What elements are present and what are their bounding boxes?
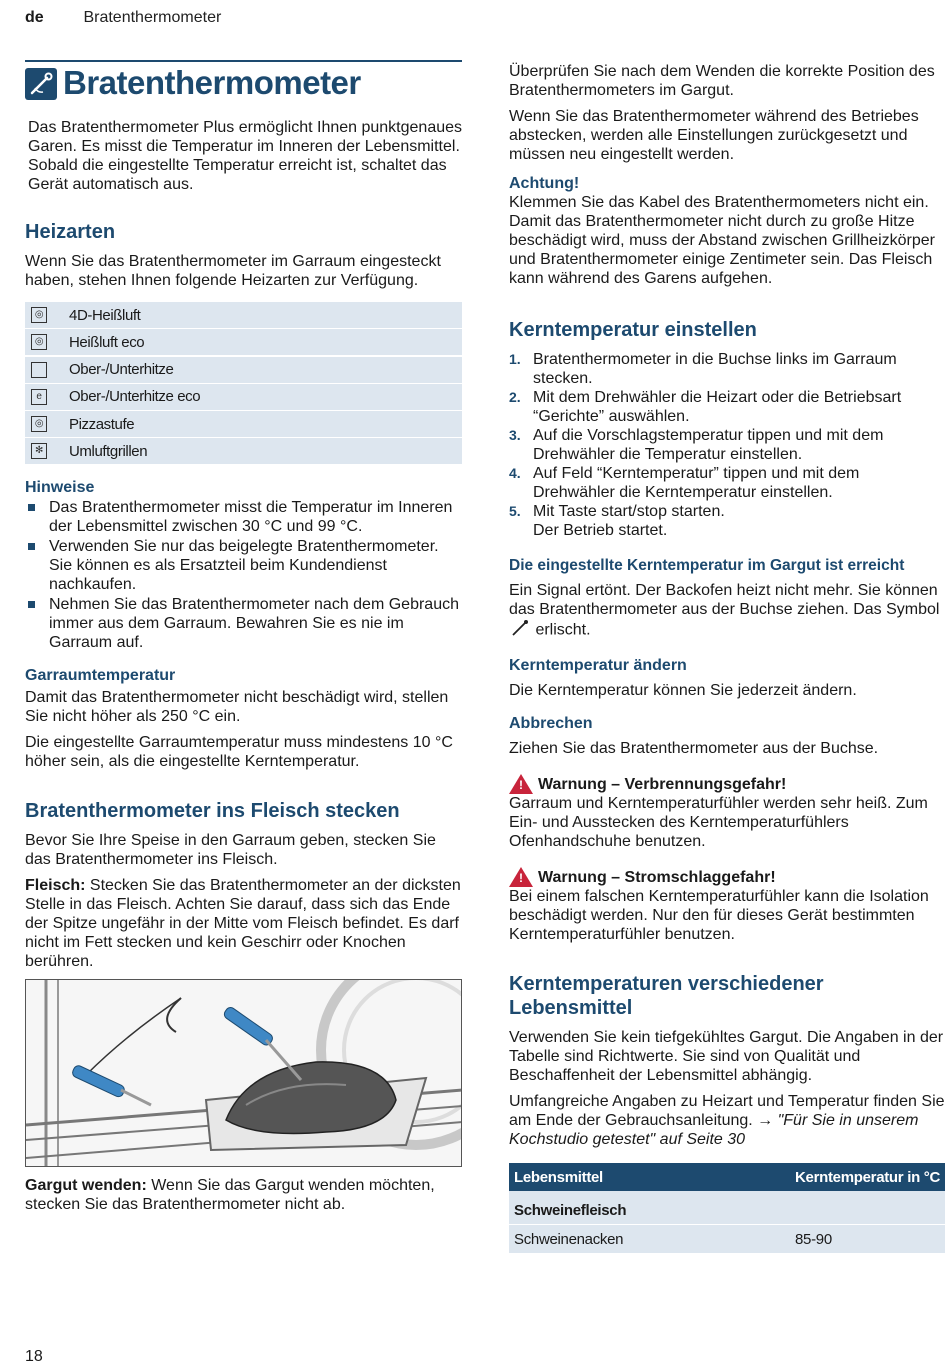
step-item — [509, 502, 945, 521]
food-cell: Schweinenacken — [514, 1230, 624, 1248]
heating-mode-row — [25, 411, 462, 437]
right-text-1: Überprüfen Sie nach dem Wenden die korrekte Position des Bratenthermometers im Gargut. — [509, 63, 935, 99]
warning-triangle-icon: ! — [509, 867, 533, 887]
erreicht-text-b: erlischt. — [531, 621, 591, 639]
heating-mode-row — [25, 357, 462, 383]
heating-mode-label: 4D-Heißluft — [69, 306, 141, 324]
fleisch-body: Stecken Sie das Bratenthermometer an der dicksten Stelle in das Fleisch. Achten Sie darauf, dass sich das Ende der Spitze ungefähr in der Mitte vom Fleisch befindet. Es darf nicht im Fett stecken und kein Geschirr oder Knochen berühren. — [25, 877, 461, 971]
intro-text: Das Bratenthermometer Plus ermöglicht Ihnen punktgenaues Garen. Es misst die Temperatur im Inneren der Lebensmittel. Sobald die eingestellte Temperatur erreicht ist, schaltet das Gerät automatisch aus. — [28, 119, 463, 193]
lebensmittel-text-1: Verwenden Sie kein tiefgekühltes Gargut. Die Angaben in der Tabelle sind Richtwerte. Sie sind von Qualität und Beschaffenheit der Lebensmittel abhängig. — [509, 1029, 944, 1084]
warning-burn-title — [509, 774, 945, 794]
group-label: Schweinefleisch — [514, 1202, 627, 1219]
warning-shock-title — [509, 867, 945, 887]
step-text: Bratenthermometer in die Buchse links im Garraum stecken. — [533, 351, 897, 387]
oven-thermometer-illustration — [25, 979, 462, 1167]
step-number: 1. — [509, 351, 521, 367]
heating-mode-label: Umluftgrillen — [69, 442, 148, 460]
heizarten-text: Wenn Sie das Bratenthermometer im Garraum eingesteckt haben, stehen Ihnen folgende Heizarten zur Verfügung. — [25, 253, 441, 289]
step-item — [509, 426, 945, 464]
wenden-lead: Gargut wenden: — [25, 1177, 147, 1195]
warning-triangle-icon: ! — [509, 774, 533, 794]
heating-mode-row — [25, 329, 462, 355]
column-header-food: Lebensmittel — [514, 1168, 603, 1186]
aendern-text: Die Kerntemperatur können Sie jederzeit ändern. — [509, 682, 857, 699]
lebensmittel-text-2a: Umfangreiche Angaben zu Heizart und Temperatur finden Sie am Ende der Gebrauchsanleitung. — [509, 1093, 945, 1129]
fleisch-text-1: Bevor Sie Ihre Speise in den Garraum geben, stecken Sie das Bratenthermometer ins Fleisch. — [25, 832, 436, 869]
step-text: Mit Taste start/stop starten. — [533, 503, 725, 520]
garraum-text-2: Die eingestellte Garraumtemperatur muss mindestens 10 °C höher sein, als die eingestellte Kerntemperatur. — [25, 734, 453, 771]
hinweise-list — [25, 498, 462, 652]
step-5-result: Der Betrieb startet. — [533, 522, 668, 539]
fleisch-text-2 — [25, 876, 462, 971]
4d-hot-air-icon: ◎ — [31, 307, 47, 323]
fleisch-heading: Bratenthermometer ins Fleisch stecken — [25, 800, 400, 823]
achtung-text-2: Damit das Bratenthermometer nicht durch zu große Hitze beschädigt wird, muss der Abstand zwischen Grillheizkörper und Bratenthermometer einige Zentimeter sein. Das Fleisch kann während des Garens aufgehen. — [509, 213, 935, 287]
heating-mode-row — [25, 384, 462, 410]
lebensmittel-text-2 — [509, 1092, 945, 1149]
table-group-row — [509, 1191, 945, 1225]
aendern-heading: Kerntemperatur ändern — [509, 657, 687, 674]
garraum-heading: Garraumtemperatur — [25, 667, 176, 685]
step-text: Auf die Vorschlagstemperatur tippen und mit dem Drehwähler die Temperatur einstellen. — [533, 427, 884, 463]
circulated-air-grilling-icon: ✻ — [31, 443, 47, 459]
heating-mode-label: Heißluft eco — [69, 333, 145, 351]
heating-mode-row — [25, 302, 462, 328]
step-text: Mit dem Drehwähler die Heizart oder die Betriebsart “Gerichte” auswählen. — [533, 389, 902, 425]
top-bottom-heat-icon — [31, 362, 47, 378]
erreicht-heading: Die eingestellte Kerntemperatur im Gargut ist erreicht — [509, 557, 905, 574]
step-item — [509, 464, 945, 502]
step-number: 4. — [509, 465, 521, 481]
garraum-text-1: Damit das Bratenthermometer nicht beschädigt wird, stellen Sie nicht höher als 250 °C ein. — [25, 689, 449, 726]
heating-mode-row — [25, 438, 462, 464]
heizarten-heading: Heizarten — [25, 221, 116, 243]
wenden-body: Wenn Sie das Gargut wenden möchten, stecken Sie das Bratenthermometer nicht ab. — [25, 1177, 435, 1214]
heating-mode-label: Ober-/Unterhitze — [69, 361, 174, 379]
pizza-setting-icon: ◎ — [31, 416, 47, 432]
left-column — [25, 60, 462, 1221]
column-header-temperature: Kerntemperatur in °C — [795, 1168, 941, 1186]
right-column — [509, 62, 945, 1253]
abbrechen-text: Ziehen Sie das Bratenthermometer aus der Buchse. — [509, 740, 879, 757]
right-text-2: Wenn Sie das Bratenthermometer während des Betriebes abstecken, werden alle Einstellungen zurückgesetzt und müssen neu eingestellt werden. — [509, 108, 919, 163]
warning-burn-label: Warnung – Verbrennungsgefahr! — [538, 775, 787, 793]
reference-arrow: → — [757, 1112, 774, 1129]
page-header — [25, 8, 221, 27]
step-number: 5. — [509, 503, 521, 519]
list-item: Nehmen Sie das Bratenthermometer nach dem Gebrauch immer aus dem Garraum. Bewahren Sie es nie im Garraum auf. — [25, 595, 462, 652]
core-temperature-table — [509, 1163, 945, 1253]
steps-list — [509, 350, 945, 521]
wenden-text — [25, 1176, 462, 1214]
erreicht-text — [509, 581, 945, 642]
meat-thermometer-icon — [25, 68, 57, 100]
top-bottom-heat-eco-icon: e — [31, 389, 47, 405]
step-number: 2. — [509, 389, 521, 405]
list-item: Das Bratenthermometer misst die Temperatur im Inneren der Lebensmittel zwischen 30 °C und 99 °C. — [25, 498, 462, 536]
thermometer-symbol-icon — [509, 619, 531, 642]
page-number: 18 — [25, 1348, 43, 1365]
cross-reference-link[interactable]: "Für Sie in unserem Kochstudio getestet" auf Seite 30 — [509, 1112, 919, 1148]
step-item — [509, 388, 945, 426]
heating-mode-label: Pizzastufe — [69, 415, 135, 433]
fleisch-lead: Fleisch: — [25, 877, 86, 895]
table-header — [509, 1163, 945, 1191]
warning-shock-text: Bei einem falschen Kerntemperaturfühler kann die Isolation beschädigt werden. Nur den für dieses Gerät bestimmten Kerntemperaturfühler benutzen. — [509, 888, 929, 943]
language-code: de — [25, 9, 44, 26]
abbrechen-heading: Abbrechen — [509, 715, 593, 732]
lebensmittel-heading: Kerntemperaturen verschiedener Lebensmittel — [509, 973, 824, 1019]
list-item: Verwenden Sie nur das beigelegte Bratenthermometer. Sie können es als Ersatzteil beim Kundendienst nachkaufen. — [25, 537, 462, 594]
hinweise-heading: Hinweise — [25, 479, 95, 497]
step-number: 3. — [509, 427, 521, 443]
erreicht-text-a: Ein Signal ertönt. Der Backofen heizt nicht mehr. Sie können das Bratenthermometer aus der Buchse ziehen. Das Symbol — [509, 582, 940, 618]
header-section-title: Bratenthermometer — [83, 9, 222, 26]
warning-shock-label: Warnung – Stromschlaggefahr! — [538, 868, 776, 886]
achtung-heading: Achtung! — [509, 175, 580, 192]
step-item — [509, 350, 945, 388]
table-row — [509, 1225, 945, 1253]
page-title: Bratenthermometer — [63, 64, 361, 101]
temperature-cell: 85-90 — [795, 1230, 832, 1248]
title-bar — [25, 60, 462, 102]
heating-mode-label: Ober-/Unterhitze eco — [69, 388, 201, 406]
heating-modes-table — [25, 302, 462, 464]
step-text: Auf Feld “Kerntemperatur” tippen und mit dem Drehwähler die Kerntemperatur einstellen. — [533, 465, 860, 501]
warning-burn-text: Garraum und Kerntemperaturfühler werden sehr heiß. Zum Ein- und Ausstecken des Kerntemperaturfühlers Ofenhandschuhe benutzen. — [509, 795, 928, 850]
einstellen-heading: Kerntemperatur einstellen — [509, 319, 757, 341]
achtung-text-1: Klemmen Sie das Kabel des Bratenthermometers nicht ein. — [509, 194, 929, 211]
hot-air-eco-icon: ◎ — [31, 334, 47, 350]
